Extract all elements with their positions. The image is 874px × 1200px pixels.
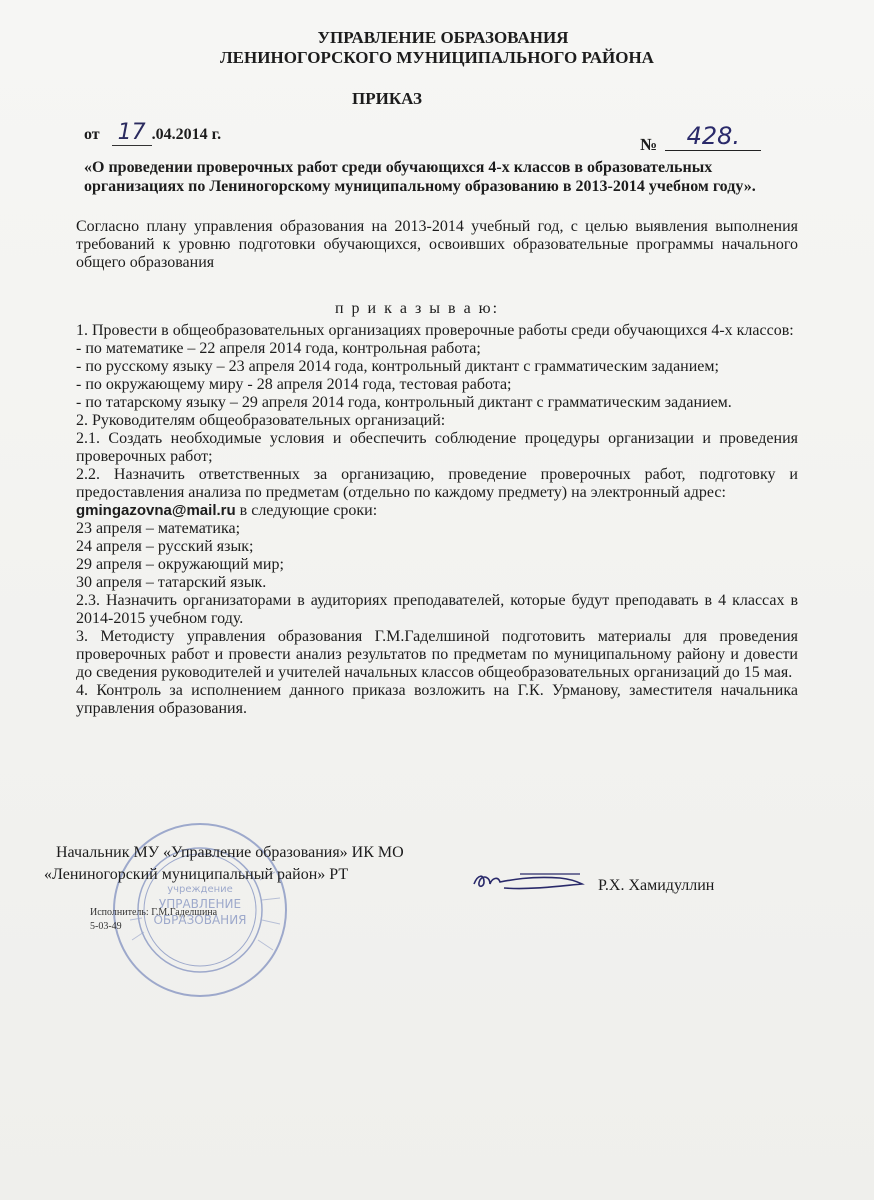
- item-2-3: 2.3. Назначить организаторами в аудиториях преподавателей, которые будут преподавать в 4 классах в 2014-2015 учебном году.: [76, 592, 798, 627]
- number-label: №: [640, 135, 658, 154]
- date-prefix: от: [84, 126, 100, 143]
- deadline-1: 23 апреля – математика;: [76, 520, 241, 537]
- order-word: п р и к а з ы в а ю:: [334, 300, 500, 317]
- date-line: [84, 120, 221, 146]
- intro-text: Согласно плану управления образования на 2013-2014 учебный год, с целью выявления выполнения требований к уровню подготовки обучающихся, освоивших образовательные программы начального общего образования: [76, 218, 798, 271]
- executor-info: [90, 906, 217, 934]
- order-number: [640, 122, 761, 157]
- position-line-2: «Лениногорский муниципальный район» РТ: [44, 866, 349, 883]
- order-title: «О проведении проверочных работ среди обучающихся 4-х классов в образовательных организациях по Лениногорскому муниципальному образованию в 2013-2014 учебном году».: [84, 159, 756, 195]
- item-4: 4. Контроль за исполнением данного приказа возложить на Г.К. Урманову, заместителя начальника управления образования.: [76, 682, 798, 717]
- item-2: 2. Руководителям общеобразовательных организаций:: [76, 412, 446, 429]
- stamp-inner-2: УПРАВЛЕНИЕ: [158, 897, 242, 911]
- document-header: [0, 28, 874, 68]
- item-1d: - по татарскому языку – 29 апреля 2014 года, контрольный диктант с грамматическим заданием.: [76, 394, 732, 411]
- date-rest: .04.2014 г.: [151, 126, 222, 143]
- item-2-2-email-line: [76, 502, 798, 520]
- item-2-1: 2.1. Создать необходимые условия и обеспечить соблюдение процедуры организации и проведения проверочных работ;: [76, 430, 798, 465]
- executor-line: Исполнитель: Г.М.Гаделшина: [90, 907, 218, 918]
- header-line-1: УПРАВЛЕНИЕ ОБРАЗОВАНИЯ: [317, 28, 569, 47]
- item-1: 1. Провести в общеобразовательных организациях проверочные работы среди обучающихся 4-х классов:: [76, 322, 794, 339]
- deadline-2: 24 апреля – русский язык;: [76, 538, 254, 555]
- item-3: 3. Методисту управления образования Г.М.Гаделшиной подготовить материалы для проведения проверочных работ и провести анализ результатов по предметам по муниципальному району и довести до сведения руководителей и учителей начальных классов общеобразовательных организаций до 15 мая.: [76, 628, 798, 681]
- document-type: ПРИКАЗ: [352, 89, 422, 108]
- signatory-position: [44, 842, 404, 886]
- position-line-1: Начальник МУ «Управление образования» ИК МО: [56, 844, 404, 861]
- handwritten-signature: [470, 866, 590, 896]
- intro-paragraph: [76, 218, 798, 272]
- header-line-2: ЛЕНИНОГОРСКОГО МУНИЦИПАЛЬНОГО РАЙОНА: [220, 48, 654, 67]
- stamp-inner-1: учреждение: [167, 884, 233, 895]
- item-1a: - по математике – 22 апреля 2014 года, контрольная работа;: [76, 340, 481, 357]
- email-line-tail: в следующие сроки:: [235, 502, 378, 519]
- item-1c: - по окружающему миру - 28 апреля 2014 года, тестовая работа;: [76, 376, 512, 393]
- deadline-3: 29 апреля – окружающий мир;: [76, 556, 284, 573]
- item-2-2: 2.2. Назначить ответственных за организацию, проведение проверочных работ, подготовку и предоставления анализа по предметам (отдельно по каждому предмету) на электронный адрес:: [76, 466, 798, 501]
- orders-section: [76, 300, 798, 718]
- item-1b: - по русскому языку – 23 апреля 2014 года, контрольный диктант с грамматическим заданием;: [76, 358, 719, 375]
- executor-phone: 5-03-49: [90, 921, 122, 932]
- date-day-handwritten: 17: [112, 120, 152, 146]
- signatory-name: Р.Х. Хамидуллин: [598, 877, 715, 894]
- email-address: gmingazovna@mail.ru: [76, 502, 236, 519]
- deadline-4: 30 апреля – татарский язык.: [76, 574, 267, 591]
- number-handwritten: 428.: [665, 122, 761, 151]
- stamp-inner-3: ОБРАЗОВАНИЯ: [153, 913, 247, 927]
